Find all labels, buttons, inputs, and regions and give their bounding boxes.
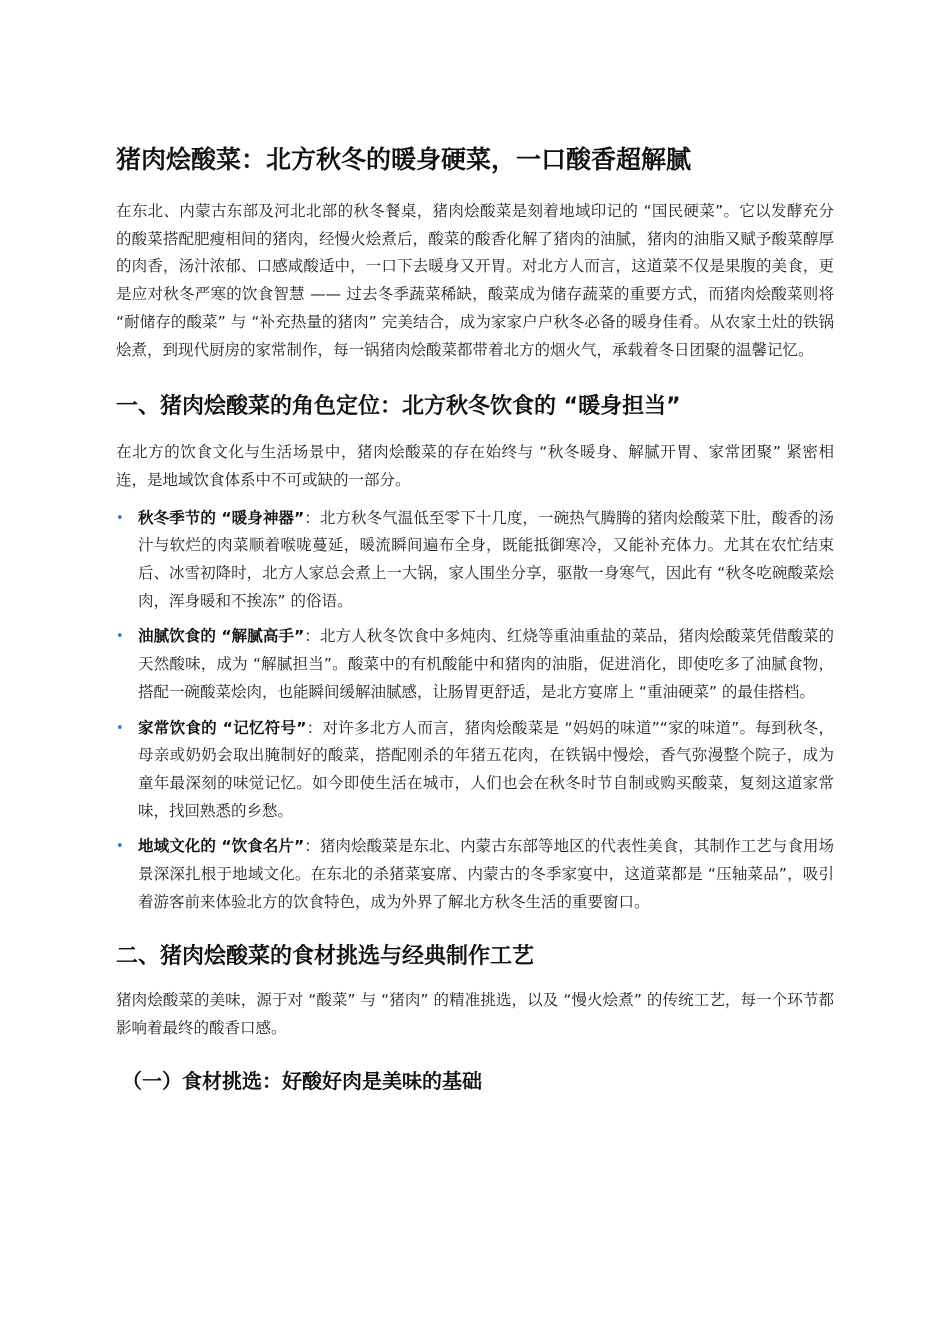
list-item-text: ：北方人秋冬饮食中多炖肉、红烧等重油重盐的菜品，猪肉烩酸菜凭借酸菜的天然酸味，成为 “解腻担当”。酸菜中的有机酸能中和猪肉的油脂，促进消化，即使吃多了油腻食物，搭配一碗酸菜烩肉，也能瞬间缓解油腻感，让肠胃更舒适，是北方宴席上 “重油硬菜” 的最佳搭档。: [138, 627, 834, 701]
list-item-lead: 地域文化的 “饮食名片”: [138, 837, 305, 856]
list-item: [116, 833, 834, 916]
document-title: 猪肉烩酸菜：北方秋冬的暖身硬菜，一口酸香超解腻: [116, 145, 692, 174]
bullet-icon: •: [116, 510, 124, 526]
list-item-lead: 家常饮食的 “记忆符号”: [138, 718, 307, 737]
bullet-icon: •: [116, 839, 124, 855]
list-item-lead: 油腻饮食的 “解腻高手”: [138, 627, 305, 646]
section-1-heading: 一、猪肉烩酸菜的角色定位：北方秋冬饮食的 “暖身担当”: [116, 394, 681, 420]
section-2-heading: 二、猪肉烩酸菜的食材挑选与经典制作工艺: [116, 944, 535, 970]
section-2-subheading: （一）食材挑选：好酸好肉是美味的基础: [122, 1068, 482, 1093]
list-item-text: ：对许多北方人而言，猪肉烩酸菜是 “妈妈的味道”“家的味道”。每到秋冬，母亲或奶奶会取出腌制好的酸菜，搭配刚杀的年猪五花肉，在铁锅中慢烩，香气弥漫整个院子，成为童年最深刻的味觉记忆。如今即使生活在城市，人们也会在秋冬时节自制或购买酸菜，复刻这道家常味，找回熟悉的乡愁。: [138, 718, 834, 820]
list-item: [116, 623, 834, 706]
list-item-lead: 秋冬季节的 “暖身神器”: [138, 508, 305, 527]
section-1-intro: 在北方的饮食文化与生活场景中，猪肉烩酸菜的存在始终与 “秋冬暖身、解腻开胃、家常团聚” 紧密相连，是地域饮食体系中不可或缺的一部分。: [116, 443, 834, 489]
bullet-icon: •: [116, 629, 124, 645]
list-item: [116, 505, 834, 616]
list-item-text: ：北方秋冬气温低至零下十几度，一碗热气腾腾的猪肉烩酸菜下肚，酸香的汤汁与软烂的肉菜顺着喉咙蔓延，暖流瞬间遍布全身，既能抵御寒冷，又能补充体力。尤其在农忙结束后、冰雪初降时，北方人家总会煮上一大锅，家人围坐分享，驱散一身寒气，因此有 “秋冬吃碗酸菜烩肉，浑身暖和不挨冻” 的俗语。: [138, 508, 834, 610]
bullet-icon: •: [116, 720, 124, 736]
document-page: [116, 142, 834, 1096]
section-1-bullet-list: [116, 505, 834, 917]
section-2-intro: 猪肉烩酸菜的美味，源于对 “酸菜” 与 “猪肉” 的精准挑选，以及 “慢火烩煮” 的传统工艺，每一个环节都影响着最终的酸香口感。: [116, 991, 834, 1038]
list-item-text: ：猪肉烩酸菜是东北、内蒙古东部等地区的代表性美食，其制作工艺与食用场景深深扎根于地域文化。在东北的杀猪菜宴席、内蒙古的冬季家宴中，这道菜都是 “压轴菜品”，吸引着游客前来体验北方的饮食特色，成为外界了解北方秋冬生活的重要窗口。: [138, 837, 834, 911]
intro-paragraph: 在东北、内蒙古东部及河北北部的秋冬餐桌，猪肉烩酸菜是刻着地域印记的 “国民硬菜”。它以发酵充分的酸菜搭配肥瘦相间的猪肉，经慢火烩煮后，酸菜的酸香化解了猪肉的油腻，猪肉的油脂又赋予酸菜醇厚的肉香，汤汁浓郁、口感咸酸适中，一口下去暖身又开胃。对北方人而言，这道菜不仅是果腹的美食，更是应对秋冬严寒的饮食智慧 —— 过去冬季蔬菜稀缺，酸菜成为储存蔬菜的重要方式，而猪肉烩酸菜则将 “耐储存的酸菜” 与 “补充热量的猪肉” 完美结合，成为家家户户秋冬必备的暖身佳肴。从农家土灶的铁锅烩煮，到现代厨房的家常制作，每一锅猪肉烩酸菜都带着北方的烟火气，承载着冬日团聚的温馨记忆。: [116, 202, 834, 359]
list-item: [116, 715, 834, 826]
